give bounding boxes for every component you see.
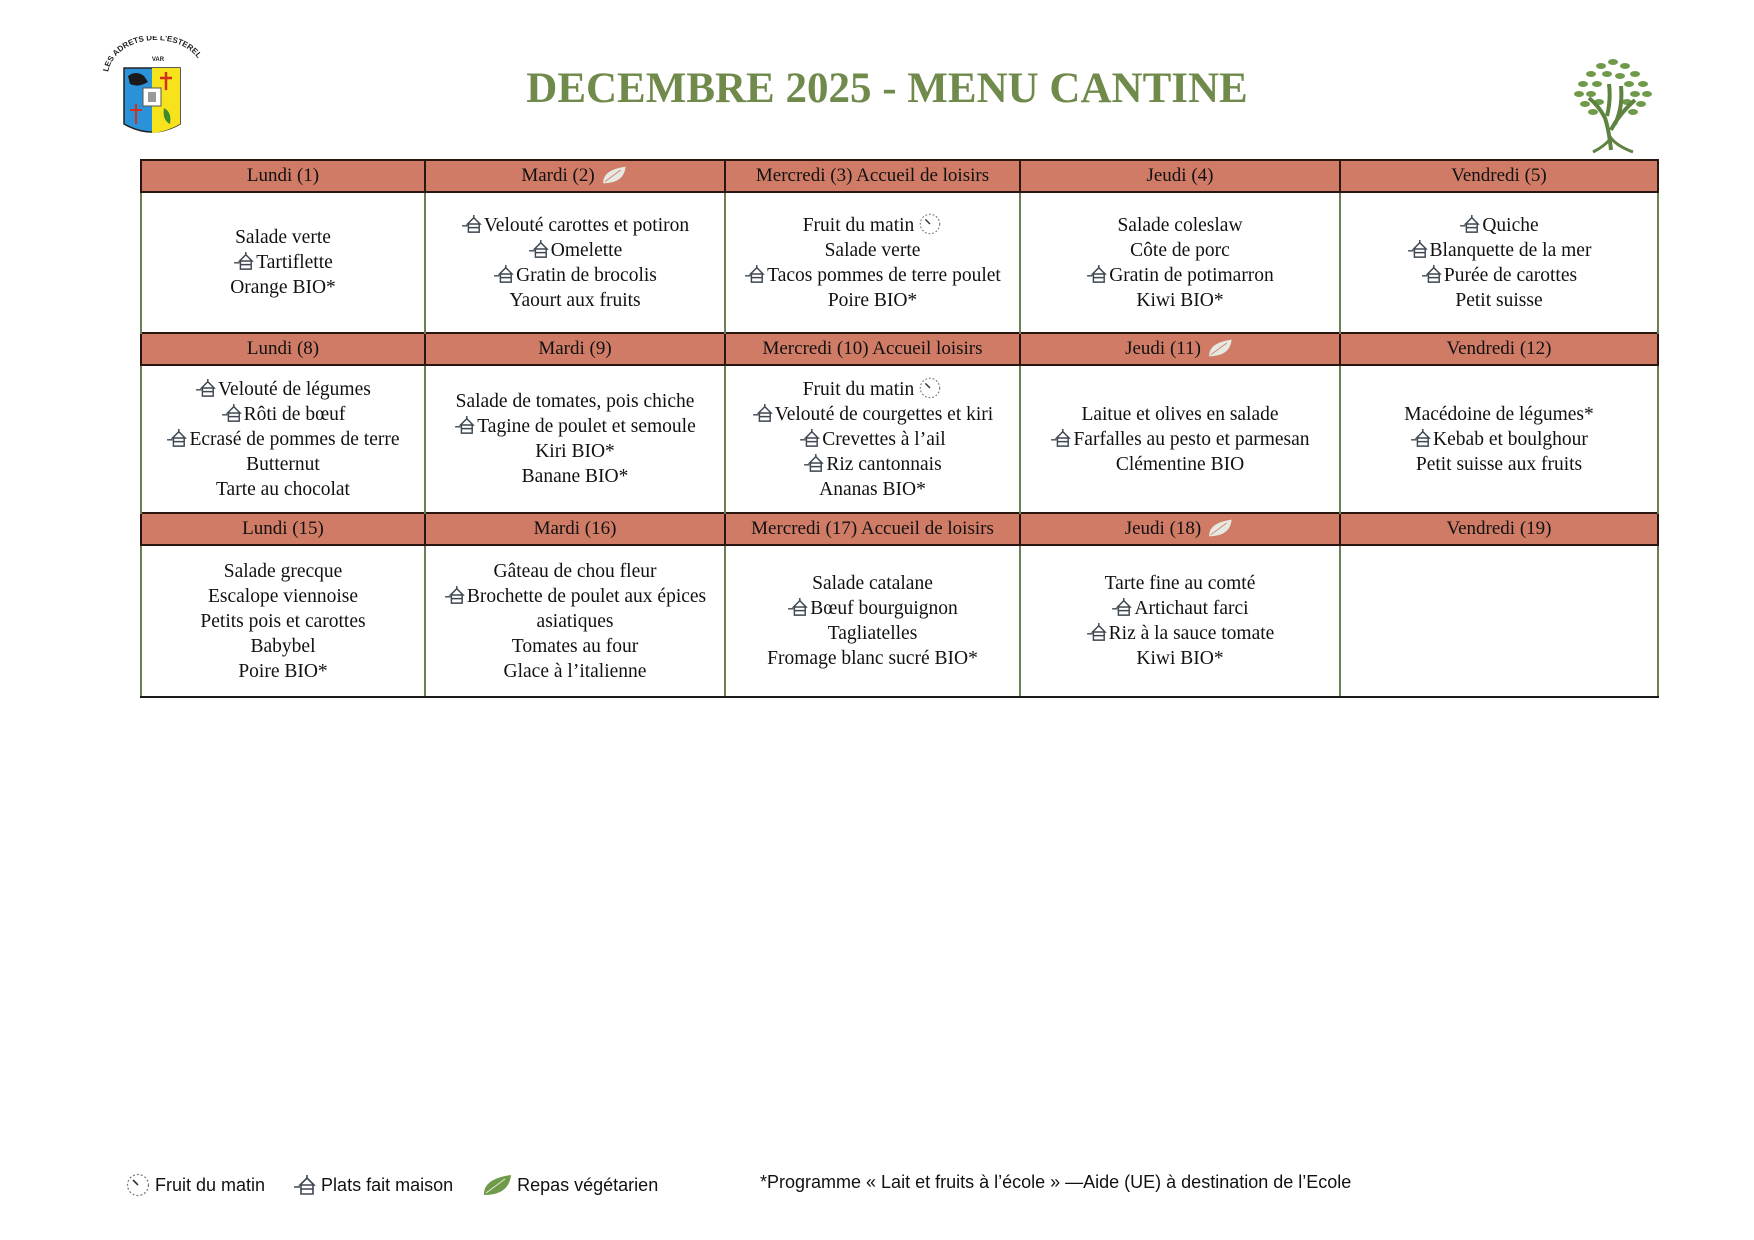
svg-text:VAR: VAR (151, 57, 165, 63)
day-label: Mardi (16) (533, 518, 617, 539)
day-header (425, 513, 725, 545)
menu-item (142, 634, 424, 659)
week-header-row (141, 160, 1658, 192)
day-header (725, 160, 1020, 192)
menu-item-text: Tagliatelles (827, 623, 918, 644)
day-menu-cell (1340, 365, 1658, 513)
menu-item-text: Orange BIO* (230, 277, 336, 298)
menu-item-text: Kiwi BIO* (1136, 289, 1224, 311)
legend-fruit-label: Fruit du matin (155, 1174, 266, 1195)
day-label: Vendredi (19) (1446, 518, 1552, 539)
menu-item-text: Kiwi BIO* (1136, 648, 1224, 669)
day-header (1020, 513, 1340, 545)
day-label: Lundi (8) (246, 338, 320, 359)
menu-item (426, 584, 724, 609)
menu-item (1021, 646, 1339, 671)
day-menu-cell (141, 545, 425, 697)
day-menu-cell (425, 192, 725, 333)
menu-item (1021, 263, 1339, 288)
menu-item-text: Brochette de poulet aux épices (466, 585, 707, 607)
menu-item-text: Velouté de courgettes et kiri (774, 404, 994, 425)
legend-plats-fait-maison (293, 1175, 453, 1196)
menu-item (426, 213, 724, 238)
week-menu-row (141, 192, 1658, 333)
menu-table (140, 159, 1659, 698)
menu-item (1341, 427, 1657, 452)
day-menu-cell (725, 365, 1020, 513)
homemade-icon (493, 265, 515, 283)
week-header-row (141, 333, 1658, 365)
day-menu-cell (725, 545, 1020, 697)
day-menu-cell (1340, 545, 1658, 697)
homemade-icon (461, 215, 483, 233)
menu-item-text: Banane BIO* (521, 466, 629, 487)
menu-item (142, 659, 424, 684)
menu-item-text: Salade de tomates, pois chiche (455, 391, 695, 412)
day-menu-cell (141, 192, 425, 333)
menu-item-text: Riz cantonnais (826, 454, 942, 475)
menu-item (142, 402, 424, 427)
menu-item-text: Poire BIO* (827, 290, 918, 311)
week-menu-row (141, 365, 1658, 513)
menu-item (426, 464, 724, 489)
homemade-icon (454, 416, 476, 434)
homemade-icon (1410, 429, 1432, 447)
menu-item (426, 263, 724, 288)
menu-item (142, 584, 424, 609)
menu-item (726, 477, 1019, 502)
menu-item-text: Escalope viennoise (208, 585, 358, 607)
menu-item-text: Riz à la sauce tomate (1108, 623, 1275, 644)
day-header (1020, 333, 1340, 365)
day-header (141, 513, 425, 545)
homemade-icon (221, 404, 243, 422)
menu-item (426, 609, 724, 634)
legend-homemade-label: Plats fait maison (321, 1174, 454, 1195)
clock-icon (918, 376, 942, 400)
menu-item (426, 389, 724, 414)
menu-item-text: Bœuf bourguignon (810, 598, 958, 619)
menu-item-text: Ecrasé de pommes de terre (189, 428, 400, 450)
homemade-icon (166, 429, 188, 447)
menu-item (726, 452, 1019, 477)
menu-item (142, 477, 424, 502)
day-header (141, 333, 425, 365)
menu-item (142, 275, 424, 300)
menu-item (1021, 288, 1339, 313)
menu-item (426, 414, 724, 439)
menu-item (726, 238, 1019, 263)
menu-item-text: Salade grecque (223, 560, 343, 582)
menu-item-text: Salade catalane (812, 573, 933, 594)
page-title: DECEMBRE 2025 - MENU CANTINE (526, 65, 1248, 112)
leaf-icon (481, 1173, 513, 1197)
menu-item-text: Petits pois et carottes (200, 610, 366, 632)
menu-item (1341, 452, 1657, 477)
menu-item-text: Blanquette de la mer (1429, 239, 1592, 261)
menu-item-text: Gâteau de chou fleur (493, 560, 657, 582)
menu-item-text: Velouté de légumes (218, 378, 371, 400)
menu-item-text: Salade verte (235, 227, 331, 248)
menu-item-text: Macédoine de légumes* (1404, 403, 1594, 425)
menu-item-text: Petit suisse (1455, 289, 1543, 311)
menu-item-text: Omelette (550, 239, 623, 261)
legend (125, 1172, 686, 1198)
menu-item-text: Fruit du matin (802, 215, 915, 236)
olive-tree-icon (1565, 50, 1661, 154)
menu-item (726, 288, 1019, 313)
day-header (1020, 160, 1340, 192)
menu-item-text: Yaourt aux fruits (509, 289, 641, 311)
menu-item-text: Babybel (250, 635, 316, 657)
day-label: Mardi (9) (538, 338, 612, 359)
homemade-icon (1086, 265, 1108, 283)
day-label: Mercredi (3) Accueil de loisirs (755, 165, 990, 186)
menu-item (1021, 213, 1339, 238)
homemade-icon (1111, 598, 1133, 616)
menu-item (726, 212, 1019, 238)
menu-item-text: Quiche (1482, 214, 1539, 236)
menu-item (726, 376, 1019, 402)
menu-item-text: Kebab et boulghour (1433, 428, 1588, 450)
menu-item (1021, 571, 1339, 596)
menu-item (426, 659, 724, 684)
day-header (425, 160, 725, 192)
menu-item-text: Crevettes à l’ail (822, 429, 946, 450)
menu-item (726, 427, 1019, 452)
day-header (1340, 333, 1658, 365)
tree-logo (1565, 50, 1661, 154)
menu-item (1021, 427, 1339, 452)
menu-item (1021, 238, 1339, 263)
day-label: Mercredi (10) Accueil loisirs (762, 338, 983, 359)
menu-item (726, 621, 1019, 646)
day-label: Vendredi (12) (1446, 338, 1552, 359)
menu-item-text: Gratin de potimarron (1109, 264, 1274, 286)
homemade-icon (1407, 240, 1429, 258)
day-header (1340, 160, 1658, 192)
homemade-icon (233, 252, 255, 270)
day-label: Jeudi (4) (1146, 165, 1214, 186)
menu-item (1021, 596, 1339, 621)
menu-item (1341, 263, 1657, 288)
menu-item (1341, 288, 1657, 313)
menu-item-text: Glace à l’italienne (503, 660, 647, 682)
homemade-icon (1086, 623, 1108, 641)
menu-item (1021, 452, 1339, 477)
legend-repas-vegetarien (481, 1173, 658, 1197)
menu-item-text: Petit suisse aux fruits (1415, 453, 1583, 475)
menu-item-text: Tagine de poulet et semoule (477, 416, 696, 437)
menu-item (726, 571, 1019, 596)
vegetarian-leaf-icon (1205, 518, 1235, 538)
menu-item-text: Poire BIO* (238, 660, 328, 682)
menu-item (142, 250, 424, 275)
menu-item-text: Laitue et olives en salade (1081, 403, 1279, 425)
menu-item-text: Farfalles au pesto et parmesan (1073, 428, 1310, 450)
day-label: Lundi (15) (242, 518, 324, 539)
menu-item-text: Kiri BIO* (535, 441, 615, 462)
menu-item-text: Tartiflette (256, 252, 333, 273)
week-header-row (141, 513, 1658, 545)
footnote: *Programme « Lait et fruits à l’école » —Aide (UE) à destination de l’Ecole (760, 1172, 1352, 1192)
menu-item (426, 634, 724, 659)
menu-item-text: Purée de carottes (1443, 264, 1578, 286)
menu-item (1341, 238, 1657, 263)
clock-icon (918, 212, 942, 236)
menu-item (426, 238, 724, 263)
menu-item (726, 646, 1019, 671)
menu-item (726, 263, 1019, 288)
day-label: Vendredi (5) (1451, 165, 1547, 186)
day-menu-cell (1020, 545, 1340, 697)
menu-item-text: Gratin de brocolis (516, 264, 657, 286)
legend-fruit-du-matin (125, 1172, 265, 1198)
menu-item-text: Fromage blanc sucré BIO* (767, 648, 978, 669)
homemade-icon (744, 265, 766, 283)
day-menu-cell (141, 365, 425, 513)
day-label: Mercredi (17) Accueil de loisirs (751, 518, 994, 539)
menu-item-text: Velouté carottes et potiron (483, 214, 690, 236)
vegetarian-leaf-icon (1205, 338, 1235, 358)
day-label: Jeudi (11) (1125, 338, 1201, 359)
day-label: Mardi (2) (521, 165, 595, 186)
menu-item-text: Côte de porc (1130, 239, 1230, 261)
homemade-icon (293, 1175, 317, 1195)
menu-item-text: Tacos pommes de terre poulet (767, 265, 1001, 286)
menu-item-text: Salade coleslaw (1117, 214, 1243, 236)
day-menu-cell (1020, 365, 1340, 513)
homemade-icon (799, 429, 821, 447)
day-menu-cell (1020, 192, 1340, 333)
menu-item (142, 609, 424, 634)
menu-item-text: Artichaut farci (1134, 598, 1249, 619)
homemade-icon (752, 404, 774, 422)
day-label: Jeudi (18) (1124, 518, 1202, 539)
day-header (141, 160, 425, 192)
menu-item (426, 288, 724, 313)
day-menu-cell (1340, 192, 1658, 333)
menu-item (142, 559, 424, 584)
menu-item (726, 596, 1019, 621)
day-header (1340, 513, 1658, 545)
vegetarian-leaf-icon (599, 165, 629, 185)
homemade-icon (803, 454, 825, 472)
legend-vegetarian-label: Repas végétarien (517, 1174, 659, 1195)
menu-item-text: Tarte fine au comté (1104, 573, 1256, 594)
homemade-icon (1459, 215, 1481, 233)
menu-item-text: Tarte au chocolat (216, 478, 350, 500)
menu-item-text: Salade verte (824, 240, 921, 261)
menu-item (426, 439, 724, 464)
homemade-icon (195, 379, 217, 397)
menu-item (1021, 402, 1339, 427)
menu-item (426, 559, 724, 584)
homemade-icon (787, 598, 809, 616)
menu-item-text: asiatiques (536, 610, 614, 632)
day-menu-cell (425, 545, 725, 697)
day-header (725, 513, 1020, 545)
menu-item-text: Ananas BIO* (819, 479, 926, 500)
homemade-icon (528, 240, 550, 258)
day-label: Lundi (1) (246, 165, 320, 186)
menu-item-text: Tomates au four (511, 635, 639, 657)
menu-item (142, 427, 424, 452)
menu-item-text: Fruit du matin (802, 379, 915, 400)
menu-item (1341, 213, 1657, 238)
week-menu-row (141, 545, 1658, 697)
svg-text:LES ADRETS DE L'ESTEREL: LES ADRETS DE L'ESTEREL (101, 36, 204, 73)
day-menu-cell (425, 365, 725, 513)
homemade-icon (1050, 429, 1072, 447)
menu-item (1021, 621, 1339, 646)
menu-item-text: Rôti de bœuf (243, 403, 346, 425)
menu-item-text: Clémentine BIO (1115, 453, 1245, 475)
homemade-icon (1421, 265, 1443, 283)
menu-item-text: Butternut (246, 453, 320, 475)
day-menu-cell (725, 192, 1020, 333)
menu-item (142, 377, 424, 402)
menu-item (726, 402, 1019, 427)
homemade-icon (444, 586, 466, 604)
clock-icon (125, 1172, 151, 1198)
menu-item (142, 452, 424, 477)
day-header (725, 333, 1020, 365)
menu-item (142, 225, 424, 250)
menu-item (1341, 402, 1657, 427)
day-header (425, 333, 725, 365)
